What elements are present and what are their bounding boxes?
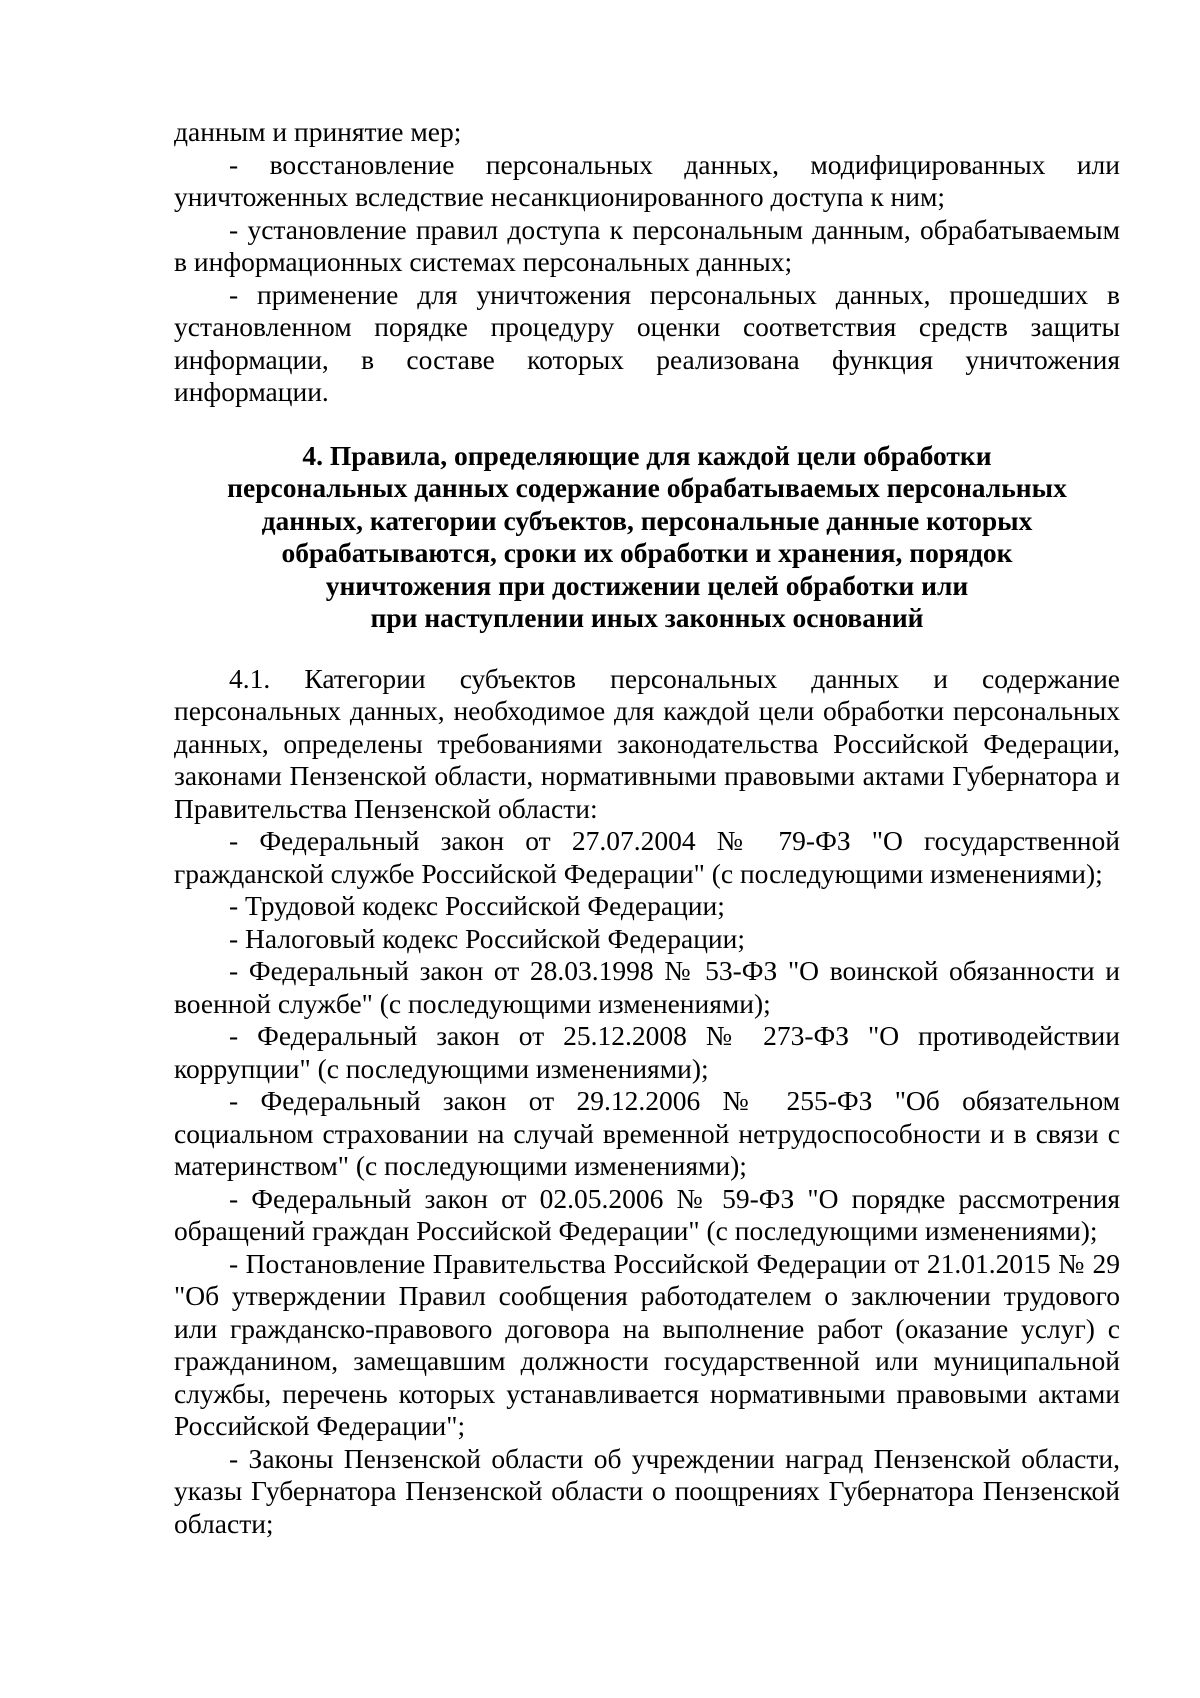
section-heading-line: данных, категории субъектов, персональные данные которых <box>261 504 1033 536</box>
paragraph-access-rules: - установление правил доступа к персональным данным, обрабатываемым в информационных системах персональных данных; <box>174 213 1120 277</box>
list-item-law-79-fz: - Федеральный закон от 27.07.2004 № 79-ФЗ "О государственной гражданской службе Российской Федерации" (с последующими изменениями); <box>174 825 1120 889</box>
list-item-tax-code: - Налоговый кодекс Российской Федерации; <box>229 922 746 954</box>
paragraph-destruction-tools: - применение для уничтожения персональных данных, прошедших в установленном порядке процедуру оценки соответствия средств защиты информации, в составе которых реализована функция уничтожения информации. <box>174 278 1120 407</box>
list-item-law-255-fz: - Федеральный закон от 29.12.2006 № 255-ФЗ "Об обязательном социальном страховании на случай временной нетрудоспособности и в связи с материнством" (с последующими изменениями); <box>174 1085 1120 1181</box>
document-page <box>174 116 1120 1540</box>
section-heading-line: персональных данных содержание обрабатываемых персональных <box>227 472 1067 503</box>
paragraph-data-restoration: - восстановление персональных данных, модифицированных или уничтоженных вследствие несанкционированного доступа к ним; <box>174 148 1120 212</box>
section-heading-line: при наступлении иных законных оснований <box>370 602 924 633</box>
section-heading-line: уничтожения при достижении целей обработки или <box>325 569 969 601</box>
list-item-labor-code: - Трудовой кодекс Российской Федерации; <box>229 890 725 921</box>
list-item-resolution-29: - Постановление Правительства Российской Федерации от 21.01.2015 № 29 "Об утверждении Правил сообщения работодателем о заключении трудового или гражданско-правового договора на выполнение работ (оказание услуг) с гражданином, замещавшим должности государственной или муниципальной службы, перечень которых устанавливается нормативными правовыми актами Российской Федерации"; <box>174 1247 1120 1441</box>
list-item-law-59-fz: - Федеральный закон от 02.05.2006 № 59-ФЗ "О порядке рассмотрения обращений граждан Российской Федерации" (с последующими изменениями); <box>174 1182 1120 1246</box>
section-heading-line: обрабатываются, сроки их обработки и хранения, порядок <box>281 537 1013 568</box>
paragraph-continuation: данным и принятие мер; <box>174 116 462 147</box>
list-item-law-273-fz: - Федеральный закон от 25.12.2008 № 273-ФЗ "О противодействии коррупции" (с последующими изменениями); <box>174 1020 1120 1084</box>
paragraph-4-1: 4.1. Категории субъектов персональных данных и содержание персональных данных, необходимое для каждой цели обработки персональных данных, определены требованиями законодательства Российской Федерации, законами Пензенской области, нормативными правовыми актами Губернатора и Правительства Пензенской области: <box>174 662 1120 824</box>
list-item-regional-laws: - Законы Пензенской области об учреждении наград Пензенской области, указы Губернатора Пензенской области о поощрениях Губернатора Пензенской области; <box>174 1442 1120 1539</box>
section-heading-line: 4. Правила, определяющие для каждой цели обработки <box>302 439 992 471</box>
section-heading <box>174 440 1120 635</box>
list-item-law-53-fz: - Федеральный закон от 28.03.1998 № 53-ФЗ "О воинской обязанности и военной службе" (с последующими изменениями); <box>174 955 1120 1019</box>
